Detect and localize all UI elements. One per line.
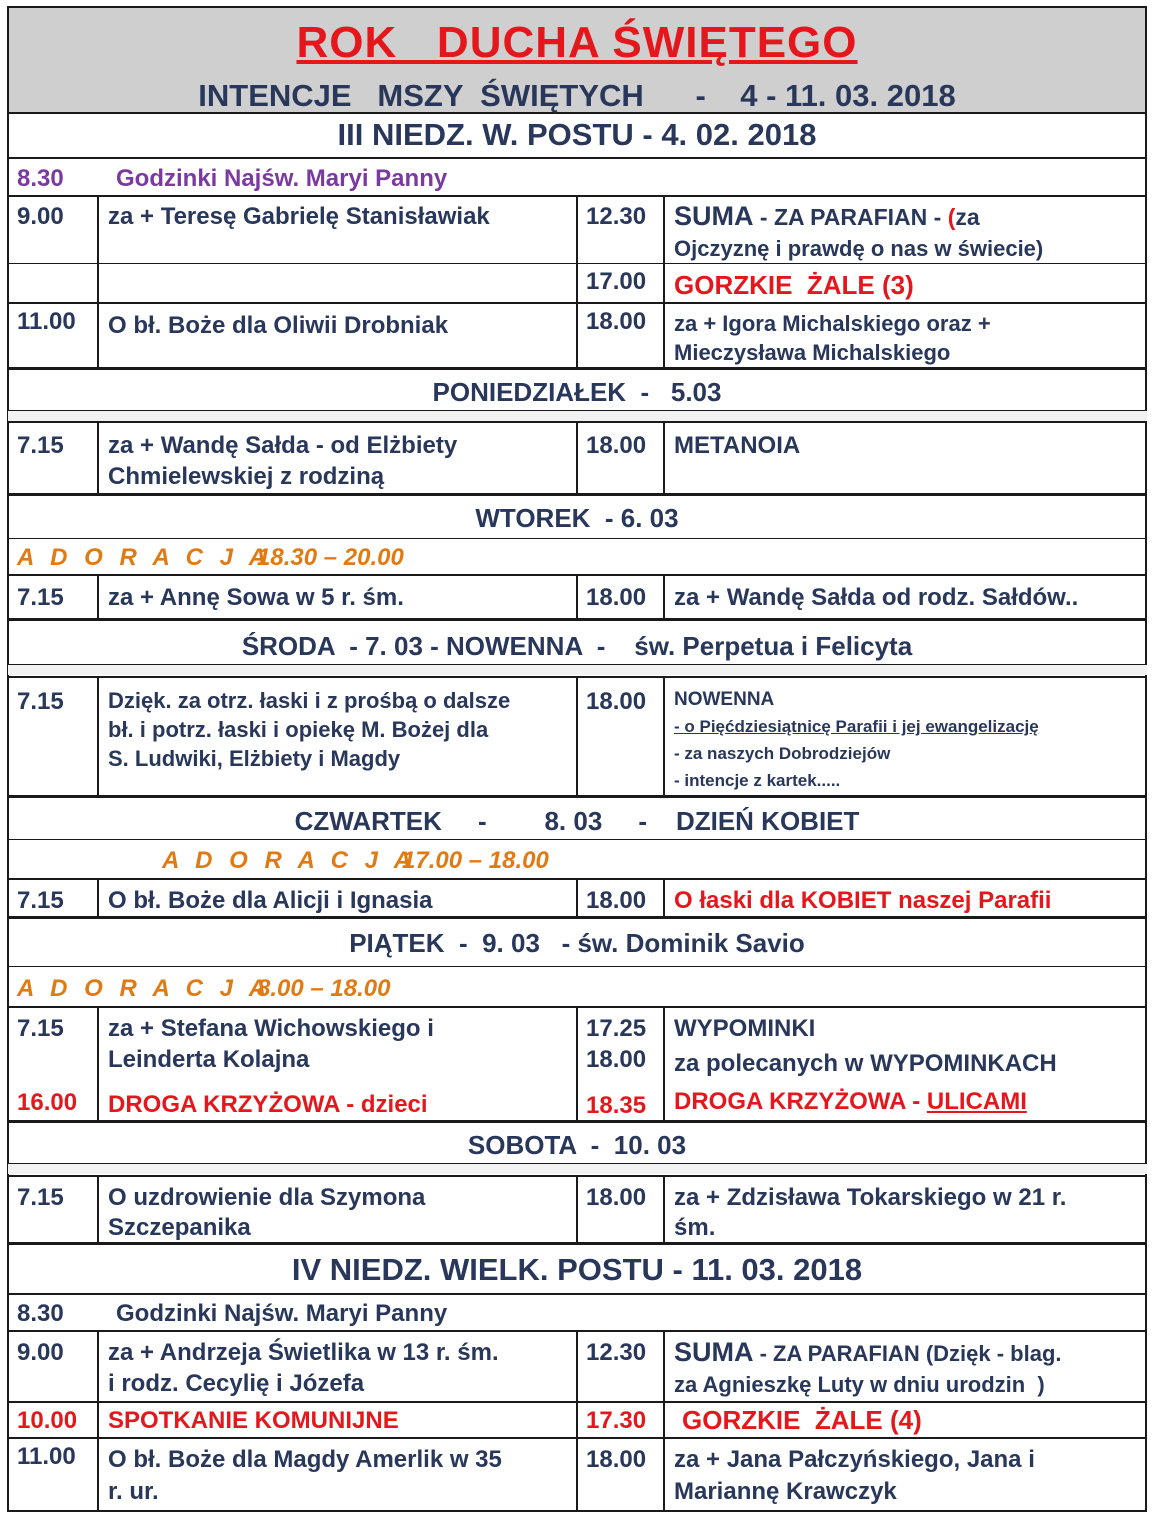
mass-time: 18.00 (586, 584, 647, 611)
mass-intention: śm. (674, 1214, 716, 1241)
mass-intention: S. Ludwiki, Elżbiety i Magdy (108, 746, 401, 771)
mass-time: 7.15 (17, 688, 64, 715)
mass-time: 17.00 (586, 268, 647, 295)
header-banner (7, 6, 1147, 114)
wypominki-label: WYPOMINKI (674, 1015, 816, 1042)
mass-intention: za + Wandę Sałda od rodz. Sałdów.. (674, 584, 1079, 611)
mass-time: 18.00 (586, 1184, 647, 1211)
mass-time: 11.00 (17, 308, 76, 335)
day-header-tuesday: WTOREK - 6. 03 (475, 503, 679, 533)
mass-intention: Chmielewskiej z rodziną (108, 463, 385, 490)
mass-intention: za Agnieszkę Luty w dniu urodzin ) (674, 1372, 1045, 1397)
adoracja-label: A D O R A C J A (162, 847, 417, 874)
nowenna-item: - intencje z kartek..... (674, 771, 841, 790)
mass-intention: O bł. Boże dla Alicji i Ignasia (108, 887, 433, 914)
mass-intention: za polecanych w WYPOMINKACH (674, 1050, 1057, 1077)
mass-time: 7.15 (17, 1184, 64, 1211)
mass-time: 18.00 (586, 432, 647, 459)
mass-intention: Szczepanika (108, 1214, 251, 1241)
mass-intention: za + Jana Pałczyńskiego, Jana i (674, 1446, 1035, 1473)
gorzkie-zale: GORZKIE ŻALE (4) (682, 1405, 922, 1435)
mass-time: 17.30 (586, 1407, 647, 1434)
mass-intention: METANOIA (674, 432, 801, 459)
mass-intention: bł. i potrz. łaski i opiekę M. Bożej dla (108, 717, 489, 742)
mass-intention: Ojczyznę i prawdę o nas w świecie) (674, 236, 1044, 261)
mass-time: 18.00 (586, 688, 647, 715)
mass-time: 7.15 (17, 1015, 64, 1042)
mass-intention: Leinderta Kolajna (108, 1046, 310, 1073)
godzinki-text: Godzinki Najśw. Maryi Panny (116, 1300, 448, 1327)
mass-time: 16.00 (17, 1089, 78, 1116)
mass-time: 9.00 (17, 203, 64, 230)
mass-intention: O uzdrowienie dla Szymona (108, 1184, 426, 1211)
adoracja-label: A D O R A C J A (17, 544, 272, 571)
page-subtitle: INTENCJE MSZY ŚWIĘTYCH - 4 - 11. 03. 2018 (198, 78, 956, 113)
godzinki-text: Godzinki Najśw. Maryi Panny (116, 165, 448, 192)
mass-time: 9.00 (17, 1339, 64, 1366)
nowenna-label: NOWENNA (674, 689, 775, 710)
mass-time: 12.30 (586, 1339, 647, 1366)
mass-time: 18.35 (586, 1092, 647, 1119)
mass-time: 12.30 (586, 203, 647, 230)
mass-intention: O bł. Boże dla Oliwii Drobniak (108, 312, 449, 339)
day-header-thursday: CZWARTEK - 8. 03 - DZIEŃ KOBIET (294, 806, 860, 836)
mass-intention: O łaski dla KOBIET naszej Parafii (674, 887, 1052, 914)
mass-intention: za + Igora Michalskiego oraz + (674, 311, 991, 336)
mass-time: 18.00 (586, 1446, 647, 1473)
mass-time: 18.00 (586, 887, 647, 914)
adoracja-time: 17.00 – 18.00 (402, 847, 549, 874)
mass-time: 10.00 (17, 1407, 78, 1434)
mass-time: 11.00 (17, 1443, 76, 1470)
mass-time: 17.25 (586, 1015, 647, 1042)
day-header-sunday2: IV NIEDZ. WIELK. POSTU - 11. 03. 2018 (291, 1252, 863, 1287)
nowenna-item: - za naszych Dobrodziejów (674, 744, 891, 763)
godzinki-time: 8.30 (17, 165, 64, 192)
droga-krzyzowa: DROGA KRZYŻOWA - dzieci (108, 1091, 428, 1118)
day-header-friday: PIĄTEK - 9. 03 - św. Dominik Savio (349, 928, 805, 958)
nowenna-item: - o Pięćdziesiątnicę Parafii i jej ewangelizację (674, 717, 1039, 736)
mass-intention: Mieczysława Michalskiego (674, 340, 951, 365)
mass-time: 7.15 (17, 432, 64, 459)
mass-intention: za + Stefana Wichowskiego i (108, 1015, 434, 1042)
mass-time: 7.15 (17, 887, 64, 914)
mass-intention: za + Andrzeja Świetlika w 13 r. śm. (108, 1339, 499, 1366)
adoracja-label: A D O R A C J A (17, 975, 272, 1002)
mass-intention: i rodz. Cecylię i Józefa (108, 1370, 365, 1397)
droga-krzyzowa: DROGA KRZYŻOWA - ULICAMI (674, 1088, 1027, 1115)
day-header-sunday1: III NIEDZ. W. POSTU - 4. 02. 2018 (337, 117, 817, 152)
mass-intention: za + Zdzisława Tokarskiego w 21 r. (674, 1184, 1067, 1211)
mass-time: 18.00 (586, 1046, 647, 1073)
mass-intention: r. ur. (108, 1478, 159, 1505)
mass-intention: Mariannę Krawczyk (674, 1478, 897, 1505)
adoracja-time: 8.00 – 18.00 (257, 975, 391, 1002)
godzinki-time: 8.30 (17, 1300, 64, 1327)
gorzkie-zale: GORZKIE ŻALE (3) (674, 270, 914, 300)
mass-intention: za + Annę Sowa w 5 r. śm. (108, 584, 404, 611)
mass-time: 7.15 (17, 584, 64, 611)
mass-time: 18.00 (586, 308, 647, 335)
suma-label: SUMA - ZA PARAFIAN (Dzięk - blag. (674, 1337, 1062, 1367)
day-header-monday: PONIEDZIAŁEK - 5.03 (432, 377, 722, 407)
spotkanie-komunijne: SPOTKANIE KOMUNIJNE (108, 1407, 399, 1434)
suma-label: SUMA - ZA PARAFIAN - (za (674, 201, 980, 231)
mass-intention: O bł. Boże dla Magdy Amerlik w 35 (108, 1446, 502, 1473)
adoracja-time: 18.30 – 20.00 (257, 544, 404, 571)
mass-intention: Dzięk. za otrz. łaski i z prośbą o dalsze (108, 688, 511, 713)
mass-intention: za + Teresę Gabrielę Stanisławiak (108, 203, 490, 230)
day-header-wednesday: ŚRODA - 7. 03 - NOWENNA - św. Perpetua i Felicyta (241, 631, 913, 661)
page-title: ROK DUCHA ŚWIĘTEGO (296, 18, 858, 67)
mass-intention: za + Wandę Sałda - od Elżbiety (108, 432, 458, 459)
day-header-saturday: SOBOTA - 10. 03 (467, 1130, 687, 1160)
